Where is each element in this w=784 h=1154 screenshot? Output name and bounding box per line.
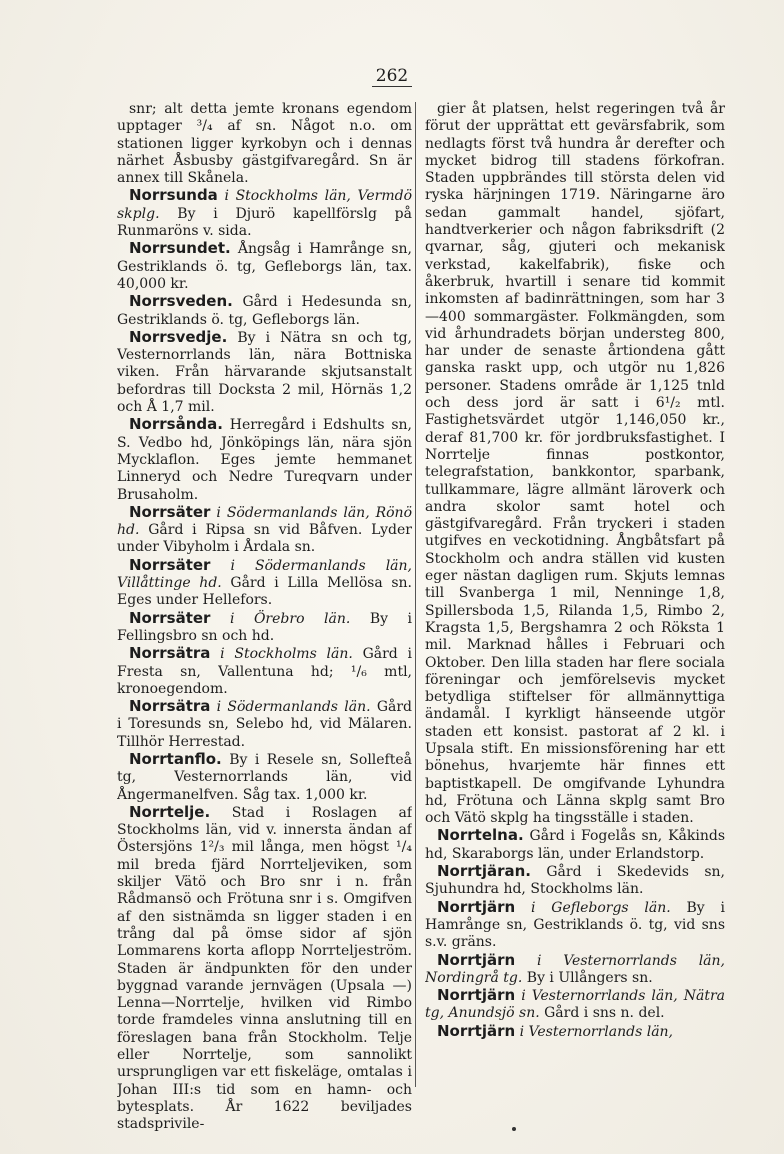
entry: snr; alt detta jemte kronans egendom upptager ³/₄ af sn. Något n.o. om stationen ligger kyrkobyn och i dennas närhet Åsbusby gästgifvaregård. Sn är annex till Skånela. [117,101,412,187]
ink-speck [512,1127,516,1131]
entry: Norrtjäran. Gård i Skedevids sn, Sjuhundra hd, Stockholms län. [425,862,725,898]
entry: Norrtjärn i Vesternorrlands län, [437,1021,674,1040]
entry: Norrtjärn i Vesternorrlands län, Nordingrå tg. By i Ullångers sn. [425,950,725,986]
entry: Norrsvedje. By i Nätra sn och tg, Vesternorrlands län, nära Bottniska viken. Från härvarande skjutsanstalt befordras till Docksta 2 mil, Hörnäs 1,2 och Å 1,7 mil. [117,327,412,416]
entry: Norrsäter i Södermanlands län, Villåttinge hd. Gård i Lilla Mellösa sn. Eges under Hellefors. [117,555,412,609]
entry: Norrtjärn i Gefleborgs län. By i Hamrånge sn, Gestriklands ö. tg, vid sns s.v. gräns. [425,897,725,951]
entry: Norrsäter i Södermanlands län, Rönö hd. Gård i Ripsa sn vid Båfven. Lyder under Vibyholm i Årdala sn. [117,502,412,556]
entry: Norrsånda. Herregård i Edshults sn, S. Vedbo hd, Jönköpings län, nära sjön Mycklaflon. Eges jemte hemmanet Linneryd och Nedre Tureqvarn under Brusaholm. [117,415,412,503]
left-column [117,100,412,1140]
entry: Norrtjärn i Vesternorrlands län, Nätra tg, Anundsjö sn. Gård i sns n. del. [425,986,725,1022]
entry: Norrsveden. Gård i Hedesunda sn, Gestriklands ö. tg, Gefleborgs län. [117,292,412,328]
entry: gier åt platsen, helst regeringen två år förut der upprättat ett gevärsfabrik, som nedlagts först två hundra år derefter och mycket bidrog till stadens förkofran. Staden uppbrändes till största delen vid ryska härjningen 1719. Näringarne äro sedan gammalt handel, sjöfart, handtverkerier och någon fabriksdrift (2 qvarnar, såg, gjuteri och mekanisk verkstad, kakelfabrik), fiske och åkerbruk, hvartill i senare tid kommit inkomsten af badinrättningen, som har 3—400 sommargäster. Folkmängden, som vid århundradets början understeg 800, har under de senaste årtiondena gått ganska raskt upp, och utgör nu 1,826 personer. Stadens område är 1,125 tnld och dess jord är satt i 6¹/₂ mtl. Fastighetsvärdet utgör 1,146,050 kr., deraf 81,700 kr. för jordbruksfastighet. I Norrtelje finnas postkontor, telegrafstation, bankkontor, sparbank, tullkammare, lägre allmänt läroverk och andra skolor samt hotel och gästgifvaregård. Från tryckeri i staden utgifves en veckotidning. Ångbåtsfart på Stockholm och andra ställen vid kusten eger nästan dagligen rum. Skjuts lemnas till Svanberga 1 mil, Nenninge 1,8, Spillersboda 1,5, Rilanda 1,5, Rimbo 2, Kragsta 1,5, Bergshamra 2 och Röksta 1 mil. Marknad hålles i Februari och Oktober. Den lilla staden har flere sociala föreningar och jemförelsevis mycket betydliga stiftelser för allmännyttiga ändamål. I kyrkligt hänseende utgör staden ett konsist. pastorat af 2 kl. i Upsala stift. En missionsförening har ett bönehus, hvarjemte här finnes ett baptistkapell. De omgifvande Lyhundra hd, Frötuna och Länna skplg samt Bro och Vätö skplg ha tingsställe i staden. [425,101,725,827]
entry: Norrsäter i Örebro län. By i Fellingsbro sn och hd. [117,608,412,644]
page-number: 262 [0,66,784,86]
column-divider [415,102,416,1087]
entry: Norrtanflo. By i Resele sn, Sollefteå tg, Vesternorrlands län, vid Ångermanelfven. Såg tax. 1,000 kr. [117,749,412,803]
entry: Norrsätra i Stockholms län. Gård i Fresta sn, Vallentuna hd; ¹/₆ mtl, kronoegendom. [117,644,412,697]
entry: Norrtelje. Stad i Roslagen af Stockholms län, vid v. innersta ändan af Östersjöns 1²/₃ mil långa, men högst ¹/₄ mil breda fjärd Norrteljeviken, som skiljer Vätö och Bro snr i n. från Rådmansö och Frötuna snr i s. Omgifven af den sistnämda sn ligger staden i en trång dal på ömse sidor af sjön Lommarens korta aflopp Norrteljeström. Staden är ändpunkten för den under byggnad varande jernvägen (Upsala —) Lenna—Norrtelje, hvilken vid Rimbo torde framdeles vinna anslutning till en föreslagen bana från Stockholm. Telje eller Norrtelje, som sannolikt ursprungligen var ett fiskeläge, omtalas i Johan III:s tid som en hamn- och bytesplats. År 1622 beviljades stadsprivile- [117,802,412,1133]
entry: Norrtelna. Gård i Fogelås sn, Kåkinds hd, Skaraborgs län, under Erlandstorp. [425,826,725,862]
right-column [425,100,725,1140]
entry: Norrsätra i Södermanlands län. Gård i Toresunds sn, Selebo hd, vid Mälaren. Tillhör Herrestad. [117,697,412,750]
entry: Norrsunda i Stockholms län, Vermdö skplg. By i Djurö kapellförslg på Runmaröns v. sida. [117,186,412,240]
entry: Norrsundet. Ångsåg i Hamrånge sn, Gestriklands ö. tg, Gefleborgs län, tax. 40,000 kr. [117,239,412,292]
